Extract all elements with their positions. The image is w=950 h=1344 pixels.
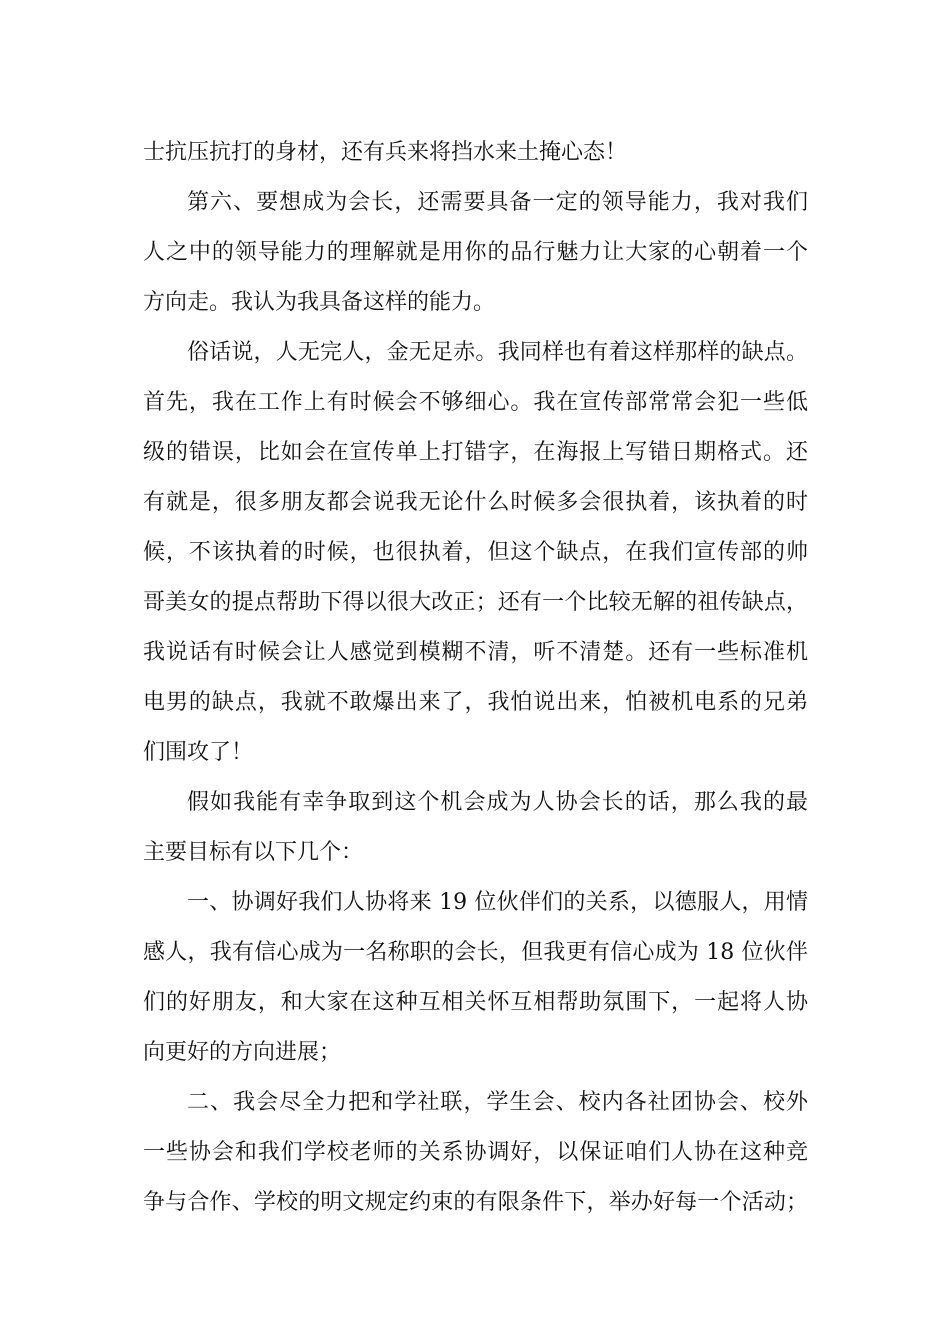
text-line: 一些协会和我们学校老师的关系协调好，以保证咱们人协在这种竞 xyxy=(143,1140,808,1165)
text-line: 有就是，很多朋友都会说我无论什么时候多会很执着，该执着的时 xyxy=(143,490,808,515)
paragraph-line: 二、我会尽全力把和学社联，学生会、校内各社团协会、校外 xyxy=(187,1090,808,1115)
text-line: 争与合作、学校的明文规定约束的有限条件下，举办好每一个活动； xyxy=(143,1190,808,1215)
paragraph-line: 第六、要想成为会长，还需要具备一定的领导能力，我对我们 xyxy=(187,190,808,215)
text-line: 我说话有时候会让人感觉到模糊不清，听不清楚。还有一些标准机 xyxy=(143,640,808,665)
text-line: 哥美女的提点帮助下得以很大改正；还有一个比较无解的祖传缺点， xyxy=(143,590,808,615)
text-line: 士抗压抗打的身材，还有兵来将挡水来土掩心态！ xyxy=(143,140,628,165)
document-body xyxy=(143,128,808,1228)
paragraph-line: 一、协调好我们人协将来 19 位伙伴们的关系，以德服人，用情 xyxy=(187,890,808,915)
text-line: 们的好朋友，和大家在这种互相关怀互相帮助氛围下，一起将人协 xyxy=(143,990,808,1015)
text-line: 候，不该执着的时候，也很执着，但这个缺点，在我们宣传部的帅 xyxy=(143,540,808,565)
paragraph-line: 假如我能有幸争取到这个机会成为人协会长的话，那么我的最 xyxy=(187,790,808,815)
text-line: 向更好的方向进展； xyxy=(143,1040,342,1065)
text-line: 电男的缺点，我就不敢爆出来了，我怕说出来，怕被机电系的兄弟 xyxy=(143,690,808,715)
text-line: 主要目标有以下几个： xyxy=(143,840,364,865)
text-line: 首先，我在工作上有时候会不够细心。我在宣传部常常会犯一些低 xyxy=(143,390,808,415)
text-line: 方向走。我认为我具备这样的能力。 xyxy=(143,290,496,315)
paragraph-line: 俗话说，人无完人，金无足赤。我同样也有着这样那样的缺点。 xyxy=(187,340,808,365)
text-line: 人之中的领导能力的理解就是用你的品行魅力让大家的心朝着一个 xyxy=(143,240,808,265)
text-line: 们围攻了！ xyxy=(143,740,254,765)
text-line: 感人，我有信心成为一名称职的会长，但我更有信心成为 18 位伙伴 xyxy=(143,940,808,965)
text-line: 级的错误，比如会在宣传单上打错字，在海报上写错日期格式。还 xyxy=(143,440,808,465)
